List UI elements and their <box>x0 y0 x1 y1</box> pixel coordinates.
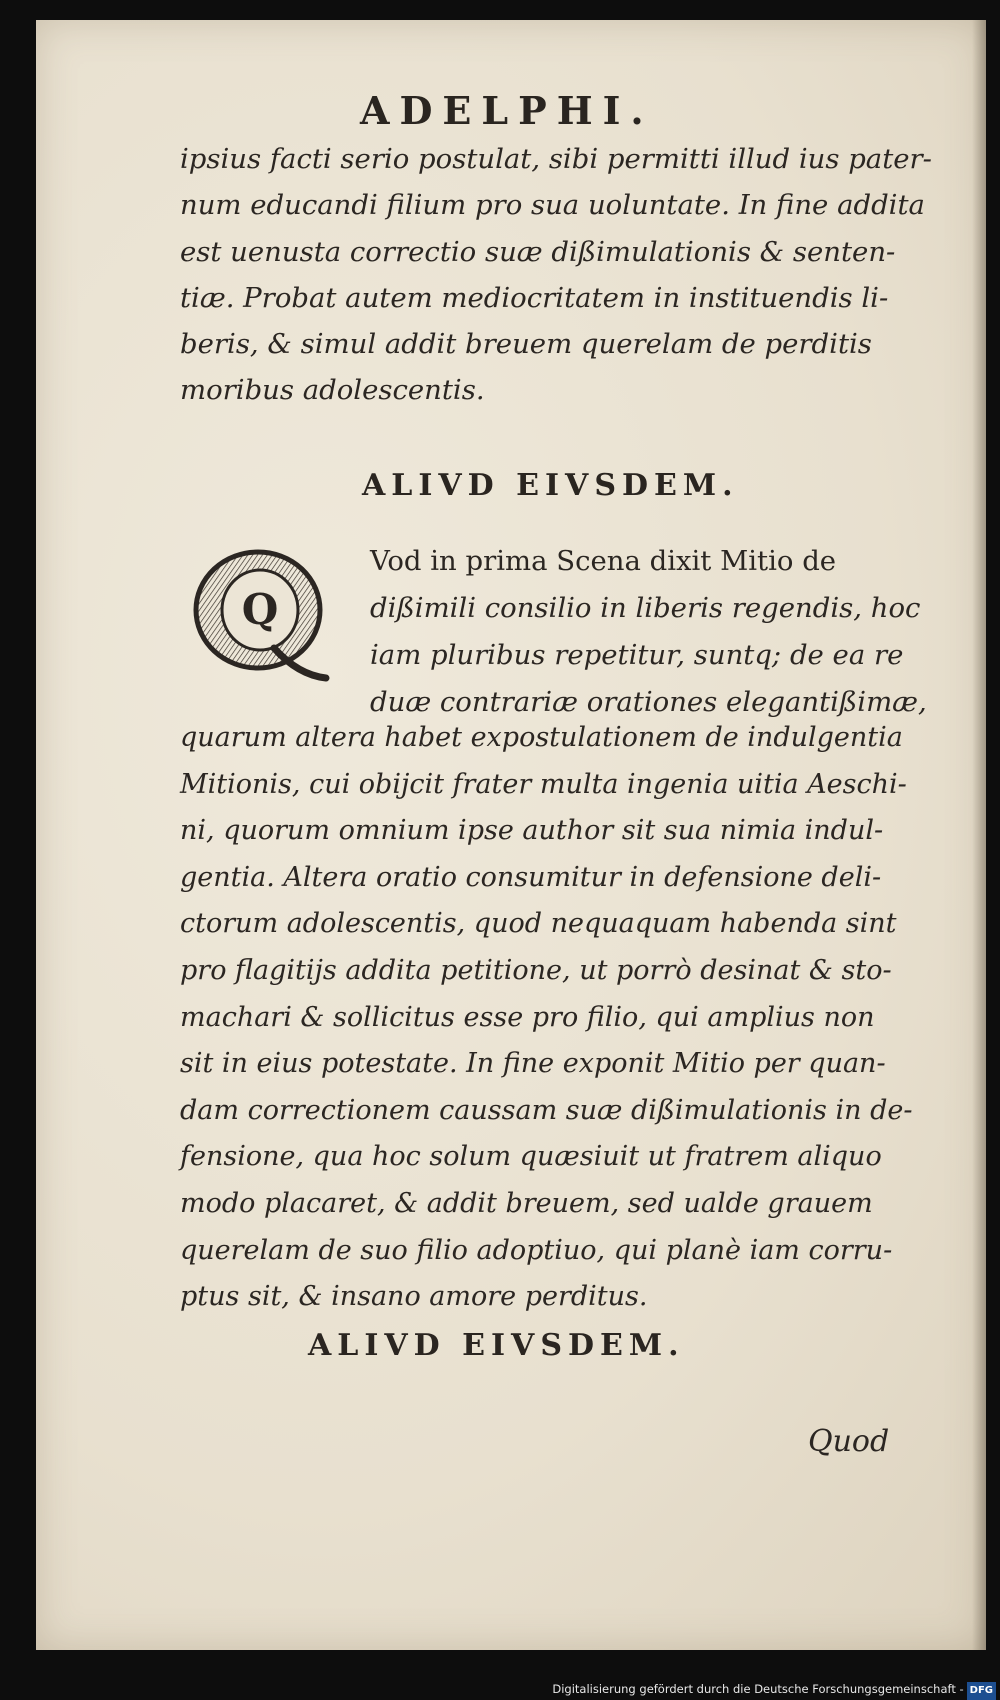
text-line: sit in eius potestate. In fine exponit Mitio per quan- <box>180 1048 886 1080</box>
text-line: gentia. Altera oratio consumitur in defensione deli- <box>180 861 882 893</box>
credit-text: Digitalisierung gefördert durch die Deutsche Forschungsgemeinschaft - <box>552 1682 964 1696</box>
paragraph-2-opening <box>370 538 950 726</box>
text-line: pro flagitijs addita petitione, ut porrò desinat & sto- <box>180 954 892 986</box>
text-line: querelam de suo filio adoptiuo, qui planè iam corru- <box>180 1234 893 1266</box>
text-line: tiæ. Probat autem mediocritatem in instituendis li- <box>180 281 889 314</box>
text-line: duæ contrariæ orationes elegantißimæ, <box>370 686 927 718</box>
running-head: ADELPHI. <box>360 88 654 133</box>
section-heading-1: ALIVD EIVSDEM. <box>362 468 739 503</box>
drop-cap-letter: Q <box>241 585 279 634</box>
section-heading-2: ALIVD EIVSDEM. <box>308 1328 685 1363</box>
text-line: modo placaret, & addit breuem, sed ualde grauem <box>180 1187 873 1219</box>
text-line: beris, & simul addit breuem querelam de perditis <box>180 328 872 361</box>
page-edge-shadow <box>972 20 986 1650</box>
text-line: fensione, qua hoc solum quæsiuit ut fratrem aliquo <box>180 1141 882 1173</box>
text-line: ptus sit, & insano amore perditus. <box>180 1281 648 1313</box>
text-line: moribus adolescentis. <box>180 374 485 407</box>
drop-cap-initial <box>186 538 334 688</box>
text-line: ipsius facti serio postulat, sibi permitti illud ius pater- <box>180 143 932 175</box>
text-line: Vod in prima Scena dixit Mitio de <box>370 545 837 577</box>
text-line: machari & sollicitus esse pro filio, qui amplius non <box>180 1001 875 1033</box>
text-line: iam pluribus repetitur, suntq; de ea re <box>370 639 904 671</box>
catchword: Quod <box>808 1424 890 1459</box>
text-line: ni, quorum omnium ipse author sit sua nimia indul- <box>180 815 884 847</box>
paragraph-1 <box>180 136 940 414</box>
paragraph-2-body <box>180 715 940 1321</box>
digitization-credit <box>552 1680 996 1698</box>
text-line: num educandi filium pro sua uoluntate. In fine addita <box>180 189 925 222</box>
dfg-logo[interactable]: DFG <box>967 1682 996 1700</box>
text-line: quarum altera habet expostulationem de indulgentia <box>180 722 903 753</box>
text-line: dam correctionem caussam suæ dißimulationis in de- <box>180 1094 913 1126</box>
text-line: ctorum adolescentis, quod nequaquam habenda sint <box>180 908 897 940</box>
text-line: est uenusta correctio suæ dißimulationis & senten- <box>180 235 896 268</box>
text-line: dißimili consilio in liberis regendis, hoc <box>370 592 921 624</box>
text-line: Mitionis, cui obijcit frater multa ingenia uitia Aeschi- <box>180 768 907 800</box>
